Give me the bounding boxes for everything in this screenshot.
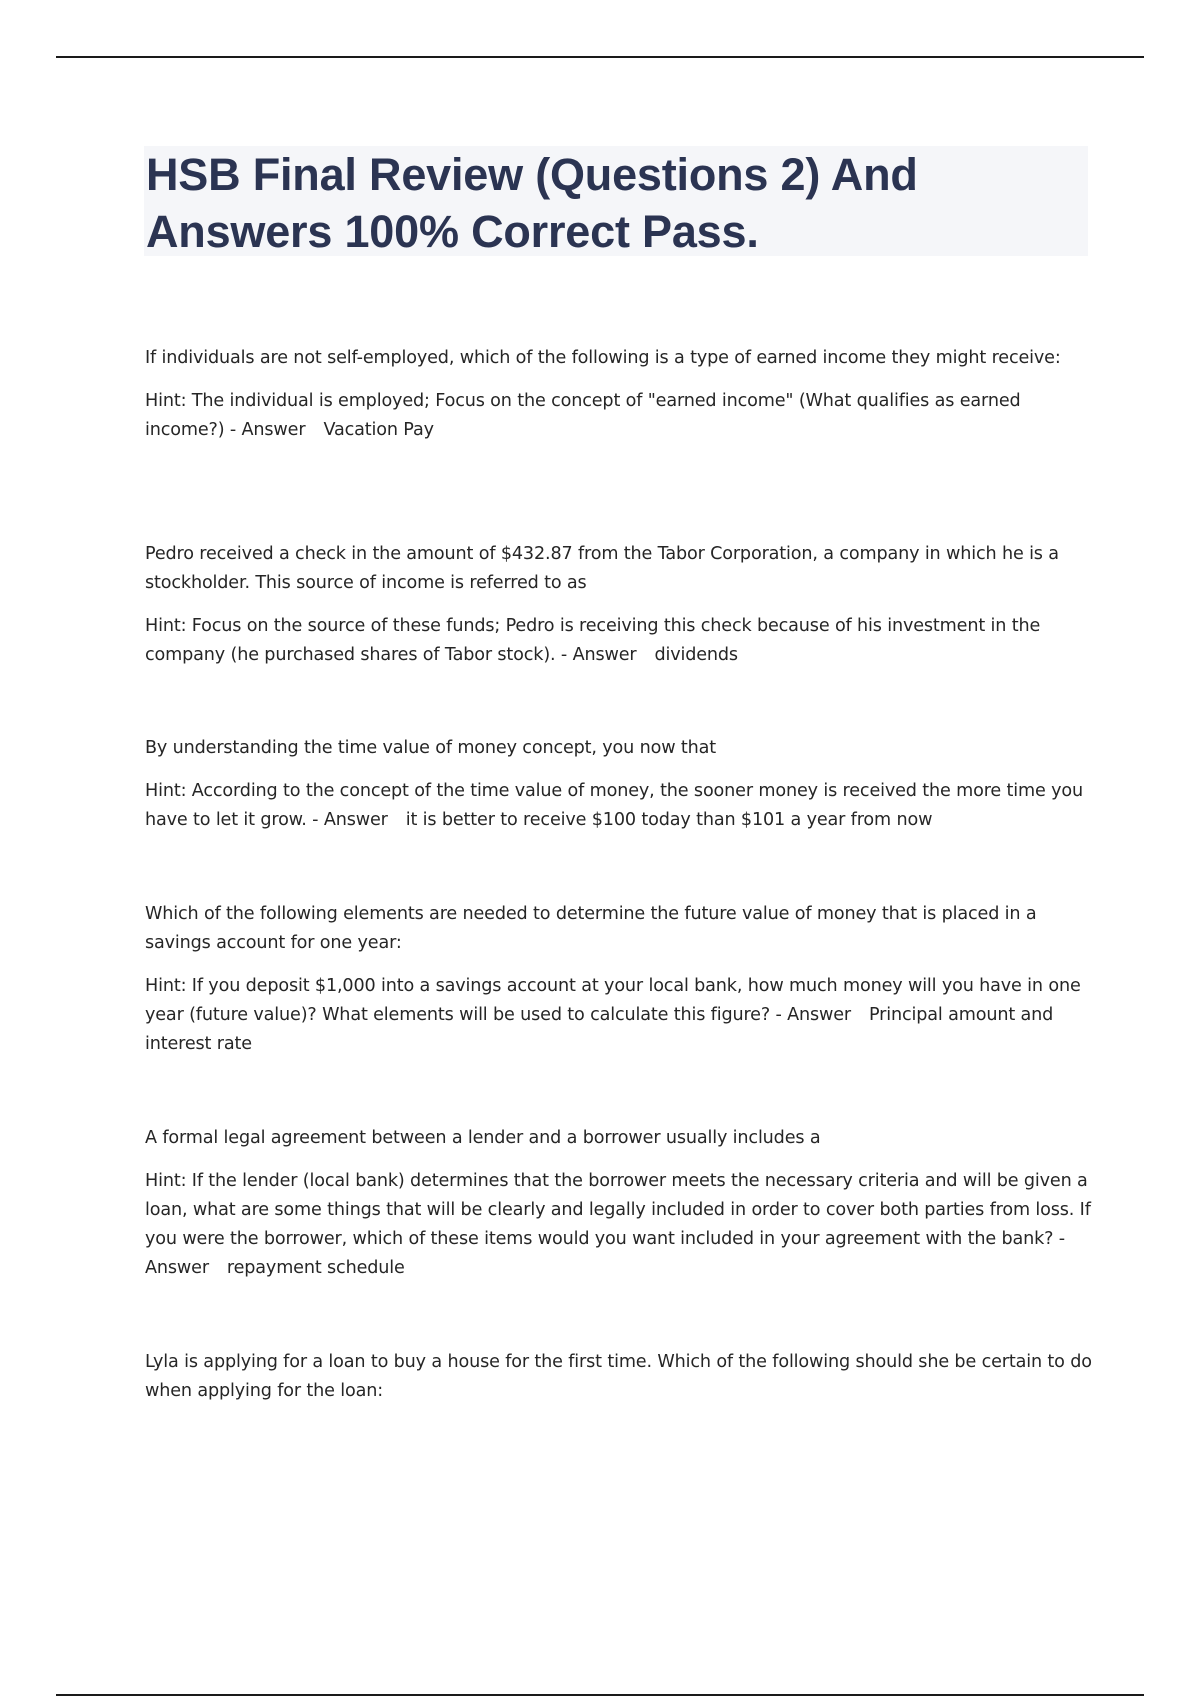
question-text: A formal legal agreement between a lender and a borrower usually includes a [145, 1128, 821, 1148]
question-text: Lyla is applying for a loan to buy a house for the first time. Which of the following should she be certain to do when applying for the loan: [145, 1352, 1092, 1401]
qa-item [145, 344, 1095, 445]
question-text: By understanding the time value of money concept, you now that [145, 738, 717, 758]
question-text: Pedro received a check in the amount of $432.87 from the Tabor Corporation, a company in which he is a stockholder. This source of income is referred to as [145, 544, 1059, 593]
hint-paragraph [145, 777, 1095, 835]
qa-item [145, 900, 1095, 1059]
answer-text: Vacation Pay [323, 420, 434, 440]
hint-text: Hint: According to the concept of the time value of money, the sooner money is received the more time you have to let it grow. - Answer [145, 781, 1084, 830]
title-block [144, 146, 1088, 256]
answer-text: Principal amount and interest rate [145, 1005, 1054, 1054]
answer-text: repayment schedule [226, 1258, 405, 1278]
qa-item [145, 1124, 1095, 1283]
question-text: If individuals are not self-employed, which of the following is a type of earned income they might receive: [145, 348, 1061, 368]
question-text: Which of the following elements are needed to determine the future value of money that is placed in a savings account for one year: [145, 904, 1037, 953]
footer-rule [56, 1694, 1144, 1696]
hint-text: Hint: The individual is employed; Focus on the concept of "earned income" (What qualifies as earned income?) - Answer [145, 391, 1021, 440]
hint-paragraph [145, 612, 1095, 670]
qa-item [145, 734, 1095, 835]
qa-item [145, 1348, 1095, 1406]
hint-paragraph [145, 972, 1095, 1059]
document-title: HSB Final Review (Questions 2) And Answers 100% Correct Pass. [146, 149, 918, 257]
answer-text: it is better to receive $100 today than $101 a year from now [405, 810, 933, 830]
hint-paragraph [145, 1167, 1095, 1283]
header-rule [56, 56, 1144, 58]
hint-text: Hint: Focus on the source of these funds; Pedro is receiving this check because of his investment in the company (he purchased shares of Tabor stock). - Answer [145, 616, 1041, 665]
answer-text: dividends [654, 645, 738, 665]
qa-item [145, 540, 1095, 670]
hint-text: Hint: If you deposit $1,000 into a savings account at your local bank, how much money will you have in one year (future value)? What elements will be used to calculate this figure? - Answer [145, 976, 1081, 1025]
hint-text: Hint: If the lender (local bank) determines that the borrower meets the necessary criteria and will be given a loan, what are some things that will be clearly and legally included in order to cover both parties from loss. If you were the borrower, which of these items would you want included in your agreement with the bank? - Answer [145, 1171, 1091, 1278]
hint-paragraph [145, 387, 1095, 445]
